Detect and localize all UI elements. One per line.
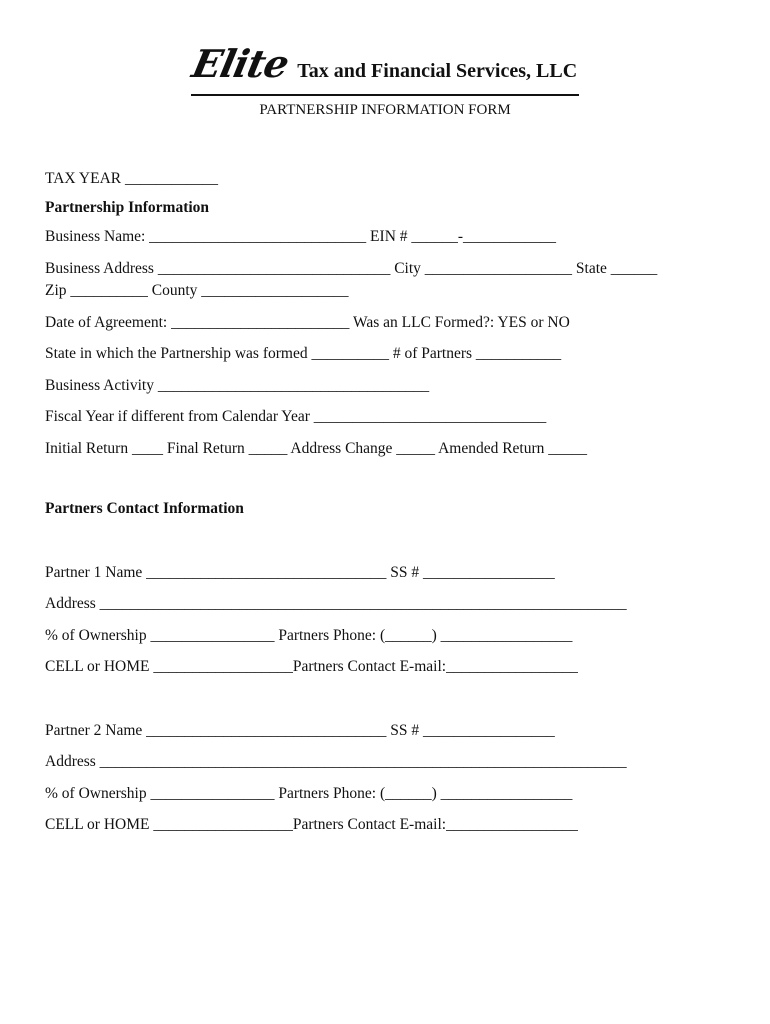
partner-1-name-field[interactable]: Partner 1 Name _______________________________ SS # _________________ <box>45 564 555 581</box>
partner-2-name-field[interactable]: Partner 2 Name _______________________________ SS # _________________ <box>45 722 555 739</box>
date-agreement-field[interactable]: Date of Agreement: _______________________ Was an LLC Formed?: YES or NO <box>45 314 570 331</box>
partnership-section-title: Partnership Information <box>45 199 210 216</box>
partner-1-address-field[interactable]: Address ____________________________________________________________________ <box>45 595 627 612</box>
business-name-field[interactable]: Business Name: ____________________________ EIN # ______-____________ <box>45 228 557 245</box>
document-header <box>0 41 770 96</box>
header-underlined <box>188 41 579 96</box>
partner-1-ownership-field[interactable]: % of Ownership ________________ Partners Phone: (______) _________________ <box>45 627 573 644</box>
return-type-field[interactable]: Initial Return ____ Final Return _____ Address Change _____ Amended Return _____ <box>45 440 588 457</box>
logo: Elite <box>188 41 293 86</box>
partner-2-ownership-field[interactable]: % of Ownership ________________ Partners Phone: (______) _________________ <box>45 785 573 802</box>
partner-2-cell-field[interactable]: CELL or HOME __________________Partners Contact E-mail:_________________ <box>45 816 578 833</box>
business-address-field[interactable]: Business Address ______________________________ City ___________________ State ______ <box>45 260 658 277</box>
business-activity-field[interactable]: Business Activity ___________________________________ <box>45 377 430 394</box>
partner-2-address-field[interactable]: Address ____________________________________________________________________ <box>45 753 627 770</box>
zip-county-field[interactable]: Zip __________ County ___________________ <box>45 282 349 299</box>
tax-year-field[interactable]: TAX YEAR ____________ <box>45 170 218 187</box>
form-title: PARTNERSHIP INFORMATION FORM <box>259 102 511 118</box>
contacts-section-title: Partners Contact Information <box>45 500 244 517</box>
partner-1-cell-field[interactable]: CELL or HOME __________________Partners Contact E-mail:_________________ <box>45 658 578 675</box>
fiscal-year-field[interactable]: Fiscal Year if different from Calendar Year ______________________________ <box>45 408 547 425</box>
company-name: Tax and Financial Services, LLC <box>297 60 578 82</box>
state-formed-field[interactable]: State in which the Partnership was formed __________ # of Partners ___________ <box>45 345 562 362</box>
